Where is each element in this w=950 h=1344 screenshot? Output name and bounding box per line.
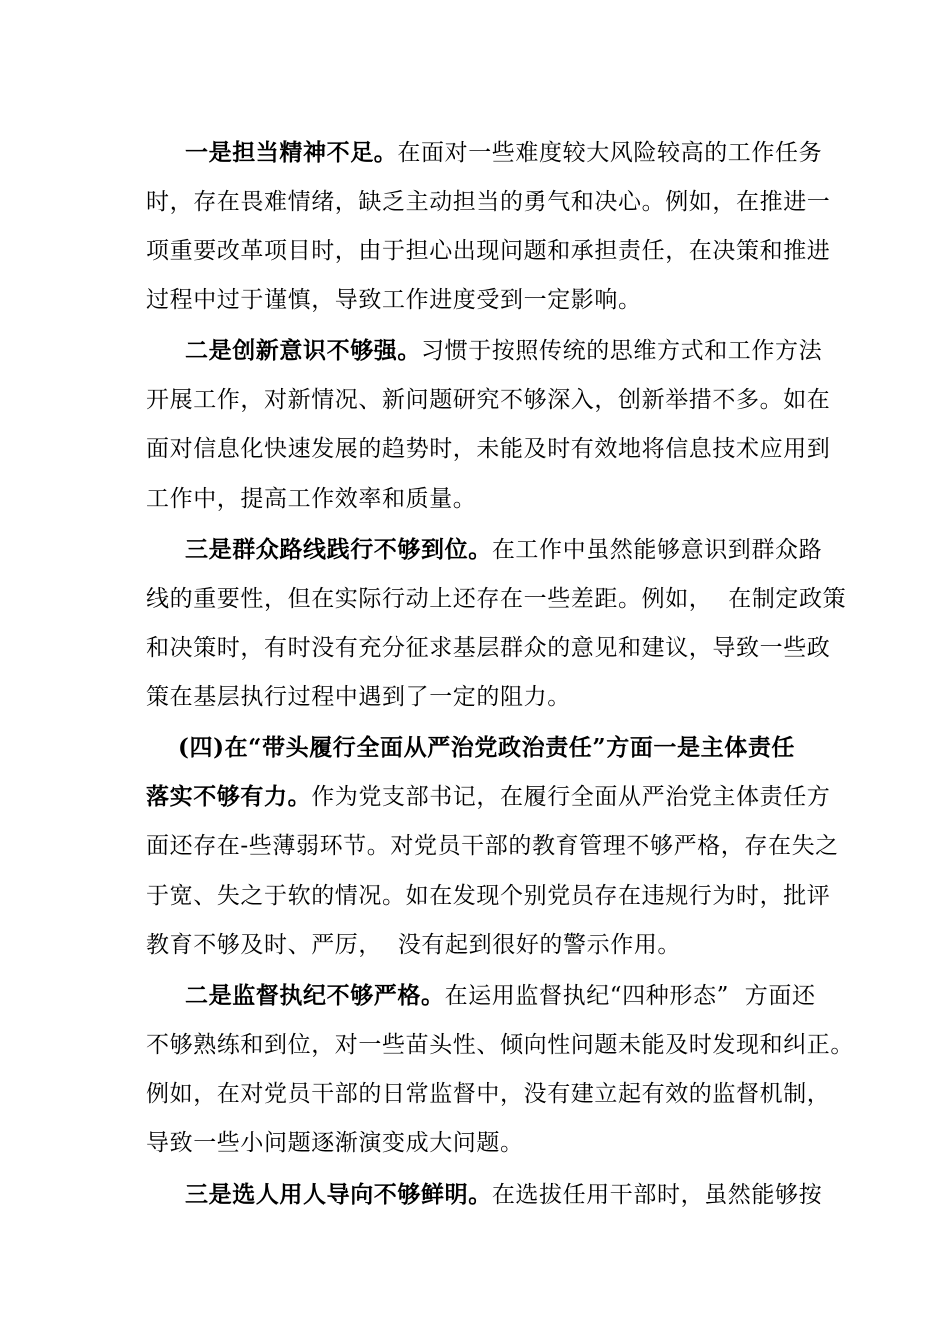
line-text: 过程中过于谨慎，导致工作进度受到一定影响。 [146, 287, 642, 313]
text-line [178, 733, 950, 763]
bold-heading: 二是监督执纪不够严格。 [185, 982, 445, 1009]
line-text: 时，存在畏难情绪，缺乏主动担当的勇气和决心。例如，在推进一 [146, 189, 831, 215]
line-text: 线的重要性，但在实际行动上还存在一些差距。例如， 在制定政策 [146, 586, 847, 612]
text-line [185, 1180, 950, 1210]
line-text: 习惯于按照传统的思维方式和工作方法 [421, 338, 823, 364]
text-line [146, 831, 950, 861]
line-text: 工作中，提高工作效率和质量。 [146, 486, 477, 512]
text-line [146, 584, 950, 614]
bold-heading: 一是担当精神不足。 [185, 139, 398, 166]
line-text: 面对信息化快速发展的趋势时，未能及时有效地将信息技术应用到 [146, 436, 831, 462]
line-text: 项重要改革项目时，由于担心出现问题和承担责任，在决策和推进 [146, 238, 831, 264]
line-text: 不够熟练和到位，对一些苗头性、倾向性问题未能及时发现和纠正。 [146, 1032, 854, 1058]
text-line [146, 285, 950, 315]
bold-heading: 三是群众路线践行不够到位。 [185, 536, 492, 563]
bold-heading: 二是创新意识不够强。 [185, 337, 421, 364]
line-text: 例如，在对党员干部的日常监督中，没有建立起有效的监督机制， [146, 1081, 831, 1107]
line-text: 在工作中虽然能够意识到群众路 [491, 537, 823, 563]
line-text: 和决策时，有时没有充分征求基层群众的意见和建议，导致一些政 [146, 635, 831, 661]
text-line [146, 434, 950, 464]
text-line [146, 187, 950, 217]
text-line [185, 981, 950, 1011]
line-text: 在选拔任用干部时，虽然能够按 [491, 1182, 823, 1208]
line-text: 开展工作，对新情况、新问题研究不够深入，创新举措不多。如在 [146, 387, 831, 413]
text-line [146, 1128, 950, 1158]
line-text: 策在基层执行过程中遇到了一定的阻力。 [146, 684, 571, 710]
bold-heading: 三是选人用人导向不够鲜明。 [185, 1181, 492, 1208]
text-line [146, 633, 950, 663]
line-text: 教育不够及时、严厉， 没有起到很好的警示作用。 [146, 932, 682, 958]
line-text: 在运用监督执纪“四种形态” 方面还 [444, 983, 816, 1009]
text-line [185, 535, 950, 565]
line-text: 在面对一些难度较大风险较高的工作任务 [397, 140, 823, 166]
bold-heading: 落实不够有力。 [146, 783, 312, 810]
text-line [146, 1030, 950, 1060]
text-line [185, 336, 950, 366]
text-line [146, 1079, 950, 1109]
text-line [146, 682, 950, 712]
text-line [185, 138, 950, 168]
line-text: 于宽、失之于软的情况。如在发现个别党员存在违规行为时，批评 [146, 883, 831, 909]
line-text: 导致一些小问题逐渐演变成大问题。 [146, 1130, 524, 1156]
bold-heading: (四)在“带头履行全面从严治党政治责任”方面一是主体责任 [178, 734, 796, 761]
text-line [146, 484, 950, 514]
text-line [146, 236, 950, 266]
text-line [146, 930, 950, 960]
text-line [146, 385, 950, 415]
text-line [146, 881, 950, 911]
line-text: 作为党支部书记，在履行全面从严治党主体责任方 [311, 784, 831, 810]
text-line [146, 782, 950, 812]
line-text: 面还存在-些薄弱环节。对党员干部的教育管理不够严格，存在失之 [146, 833, 839, 859]
